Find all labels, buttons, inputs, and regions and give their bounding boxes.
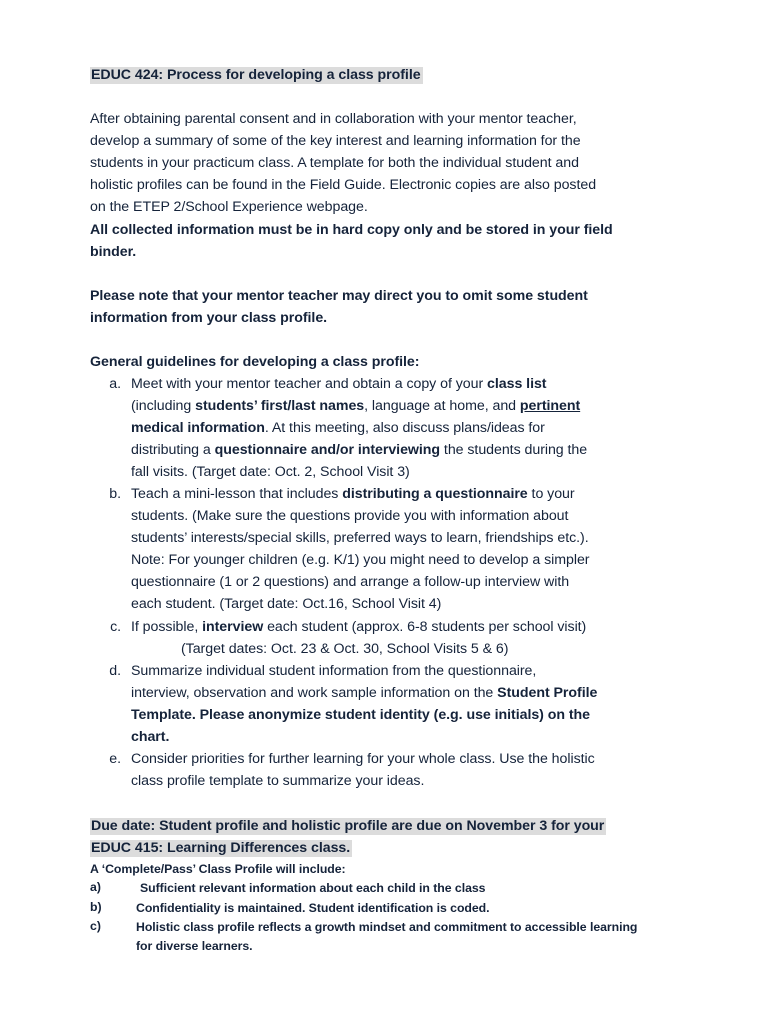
intro-line: develop a summary of some of the key interest and learning information for the: [90, 133, 581, 149]
storage-note-line: All collected information must be in hard copy only and be stored in your field: [90, 222, 613, 238]
text: distributing a: [131, 442, 215, 458]
list-item-line: students’ interests/special skills, preferred ways to learn, friendships etc.).: [131, 530, 589, 546]
criteria-marker: b): [90, 900, 102, 914]
intro-line: on the ETEP 2/School Experience webpage.: [90, 199, 368, 215]
list-marker: e.: [109, 751, 121, 767]
list-item-line: Consider priorities for further learning for your whole class. Use the holistic: [131, 751, 595, 767]
list-item-line: students. (Make sure the questions provide you with information about: [131, 508, 569, 524]
text: the students during the: [440, 442, 588, 458]
bold-text: questionnaire and/or interviewing: [214, 442, 441, 458]
list-item-line: fall visits. (Target date: Oct. 2, School Visit 3): [131, 464, 410, 480]
due-date-text: EDUC 415: Learning Differences class.: [91, 840, 351, 856]
intro-line: After obtaining parental consent and in collaboration with your mentor teacher,: [90, 111, 577, 127]
bold-text: interview: [202, 619, 264, 635]
list-item-line: [131, 618, 586, 637]
mentor-note-line: Please note that your mentor teacher may direct you to omit some student: [90, 288, 588, 304]
list-item-line: class profile template to summarize your ideas.: [131, 773, 425, 789]
criteria-heading: A ‘Complete/Pass’ Class Profile will include:: [90, 862, 346, 876]
list-marker: a.: [109, 376, 121, 392]
criteria-item: Sufficient relevant information about each child in the class: [140, 881, 486, 895]
list-item-line: each student. (Target date: Oct.16, School Visit 4): [131, 596, 442, 612]
list-item-line: Summarize individual student information from the questionnaire,: [131, 663, 537, 679]
list-item-line: [131, 485, 575, 504]
text: Teach a mini-lesson that includes: [131, 486, 343, 502]
list-marker: d.: [109, 663, 121, 679]
criteria-item-continued: for diverse learners.: [136, 939, 253, 953]
intro-line: students in your practicum class. A template for both the individual student and: [90, 155, 579, 171]
text: If possible,: [131, 619, 203, 635]
text: (including: [131, 398, 196, 414]
title-text: EDUC 424: Process for developing a class profile: [91, 67, 421, 83]
list-item-line: [131, 419, 545, 438]
list-item-line: Note: For younger children (e.g. K/1) you might need to develop a simpler: [131, 552, 590, 568]
bold-text: distributing a questionnaire: [342, 486, 528, 502]
storage-note-line: binder.: [90, 244, 137, 260]
due-date-line: [90, 839, 352, 858]
list-item-line: [131, 397, 580, 416]
bold-text: Student Profile: [497, 685, 598, 701]
text: to your: [527, 486, 575, 502]
intro-line: holistic profiles can be found in the Field Guide. Electronic copies are also posted: [90, 177, 597, 193]
criteria-item: Confidentiality is maintained. Student identification is coded.: [136, 901, 490, 915]
mentor-note-line: information from your class profile.: [90, 310, 328, 326]
due-date-text: Due date: Student profile and holistic profile are due on November 3 for your: [91, 818, 605, 834]
list-item-line: [131, 441, 587, 460]
list-item-line: chart.: [131, 729, 170, 745]
criteria-marker: c): [90, 919, 101, 933]
list-item-line: [131, 375, 546, 394]
bold-text: medical information: [131, 420, 265, 436]
list-marker: b.: [109, 486, 121, 502]
due-date-line: [90, 817, 606, 836]
criteria-marker: a): [90, 880, 101, 894]
bold-text: students’ first/last names: [195, 398, 365, 414]
list-item-line: [131, 684, 597, 703]
bold-text: class list: [487, 376, 547, 392]
guidelines-heading: General guidelines for developing a class profile:: [90, 354, 420, 370]
text: , language at home, and: [364, 398, 520, 414]
list-item-line: questionnaire (1 or 2 questions) and arrange a follow-up interview with: [131, 574, 570, 590]
list-item-line: Template. Please anonymize student identity (e.g. use initials) on the: [131, 707, 590, 723]
document-title: [90, 66, 423, 85]
list-item-line: (Target dates: Oct. 23 & Oct. 30, School Visits 5 & 6): [181, 641, 509, 657]
text: . At this meeting, also discuss plans/ideas for: [264, 420, 545, 436]
text: interview, observation and work sample information on the: [131, 685, 498, 701]
criteria-item: Holistic class profile reflects a growth mindset and commitment to accessible learning: [136, 920, 638, 934]
underlined-bold-text: pertinent: [519, 398, 581, 414]
list-marker: c.: [110, 619, 121, 635]
text: each student (approx. 6-8 students per school visit): [263, 619, 587, 635]
text: Meet with your mentor teacher and obtain a copy of your: [131, 376, 488, 392]
